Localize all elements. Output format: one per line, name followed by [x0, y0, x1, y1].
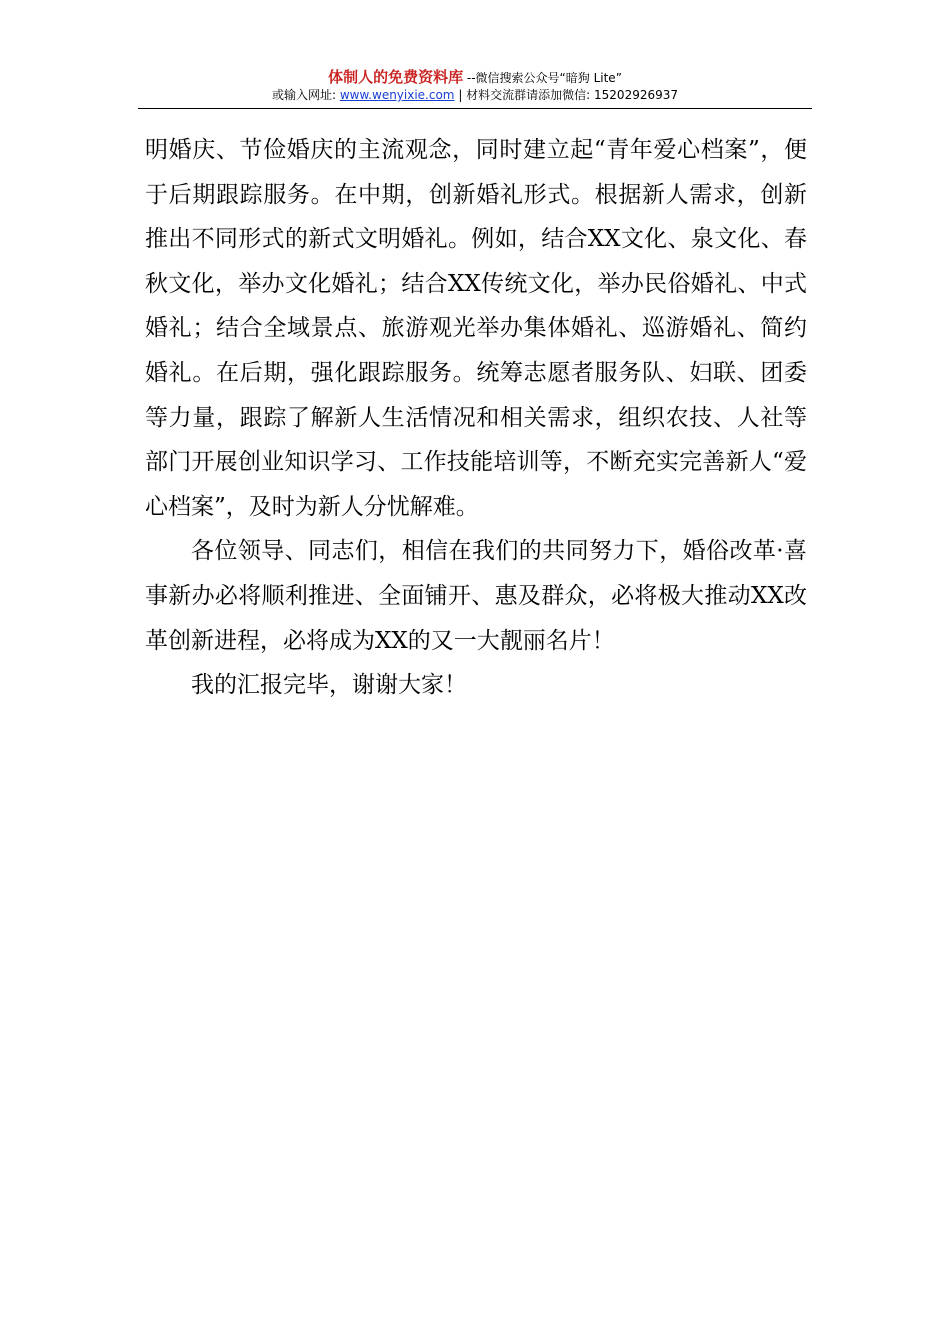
- header-url-prefix: 或输入网址:: [271, 88, 340, 102]
- header-title-line: [0, 68, 950, 87]
- header-divider: [138, 108, 812, 109]
- header-url-link[interactable]: www.wenyixie.com: [339, 88, 455, 102]
- document-body: [145, 128, 807, 708]
- header-brand: 体制人的免费资料库: [328, 68, 464, 86]
- page-header: [0, 68, 950, 104]
- header-subtitle: --微信搜索公众号“暗狗 Lite”: [463, 71, 622, 85]
- paragraph-closing-remarks: 各位领导、同志们，相信在我们的共同努力下，婚俗改革·喜事新办必将顺利推进、全面铺开、惠及群众，必将极大推动XX改革创新进程，必将成为XX的又一大靓丽名片！: [145, 538, 807, 654]
- header-contact: | 材料交流群请添加微信: 15202926937: [454, 88, 679, 102]
- header-contact-line: [0, 87, 950, 104]
- paragraph-continuation: 明婚庆、节俭婚庆的主流观念，同时建立起“青年爱心档案”，便于后期跟踪服务。在中期，创新婚礼形式。根据新人需求，创新推出不同形式的新式文明婚礼。例如，结合XX文化、泉文化、春秋文化，举办文化婚礼；结合XX传统文化，举办民俗婚礼、中式婚礼；结合全域景点、旅游观光举办集体婚礼、巡游婚礼、简约婚礼。在后期，强化跟踪服务。统筹志愿者服务队、妇联、团委等力量，跟踪了解新人生活情况和相关需求，组织农技、人社等部门开展创业知识学习、工作技能培训等，不断充实完善新人“爱心档案”，及时为新人分忧解难。: [145, 137, 807, 520]
- paragraph-thanks: 我的汇报完毕，谢谢大家！: [191, 672, 467, 699]
